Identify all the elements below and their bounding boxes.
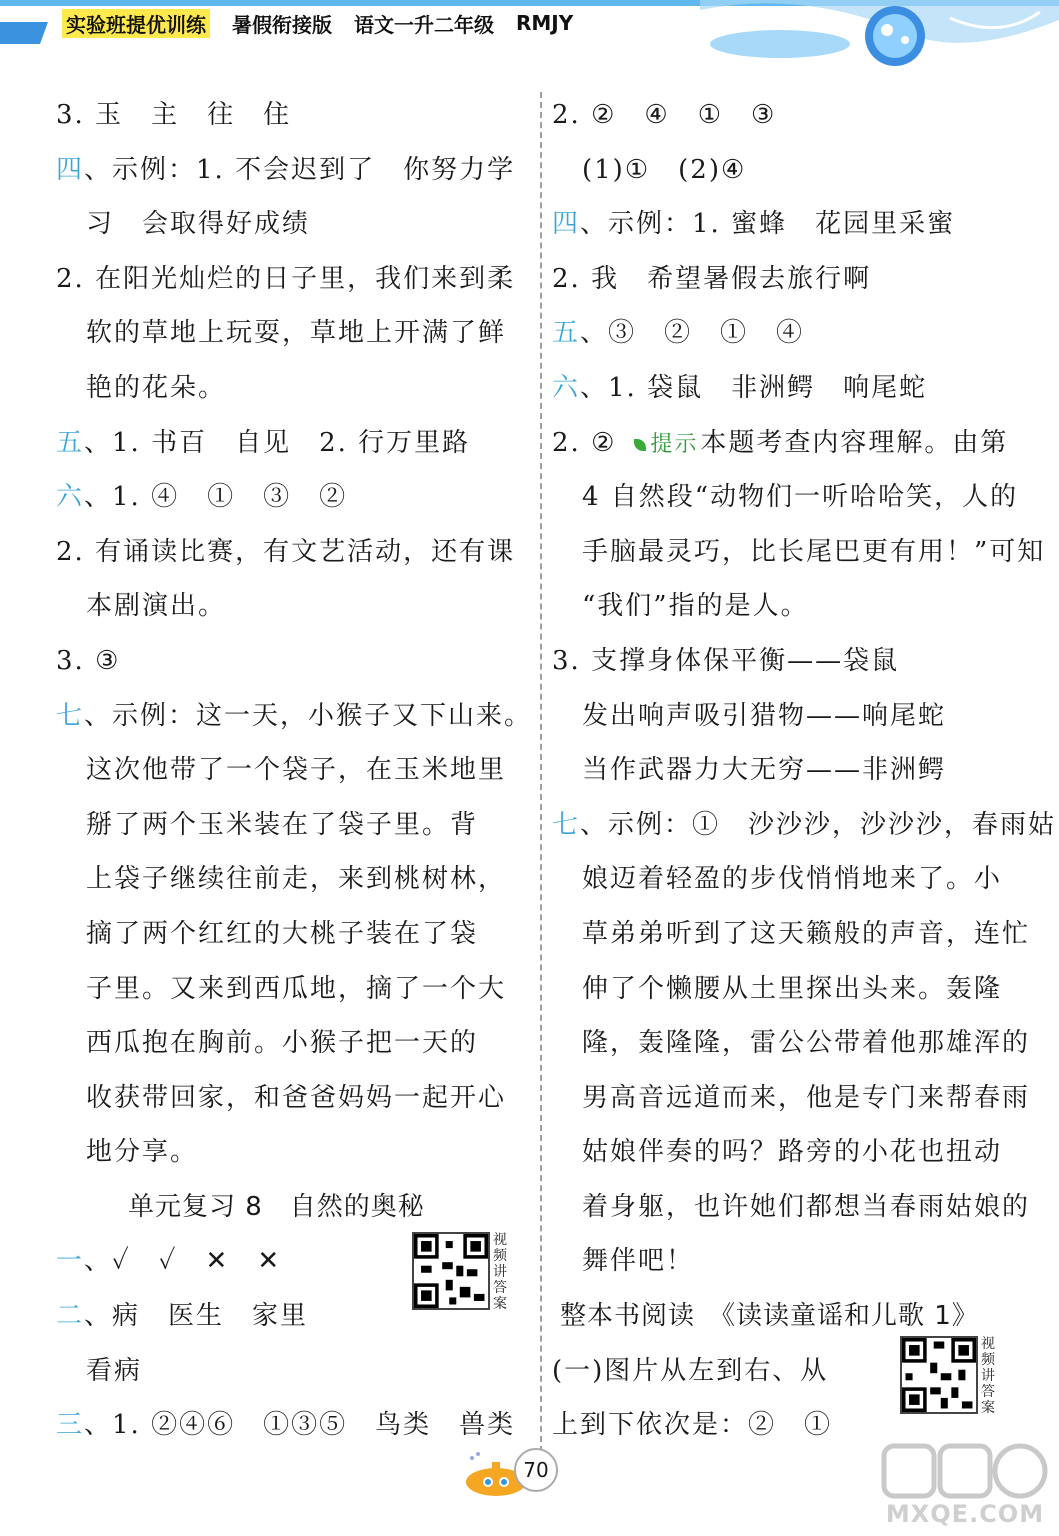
question-number: 六 — [56, 482, 85, 513]
answer-text: 3. 玉 主 往 住 — [56, 100, 292, 130]
video-answer-qr[interactable] — [412, 1232, 510, 1320]
answer-text: 舞伴吧！ — [582, 1246, 695, 1277]
answer-line — [56, 1125, 528, 1180]
answer-text: 这次他带了一个袋子，在玉米地里 — [86, 755, 507, 786]
question-number: 二 — [56, 1301, 85, 1332]
answer-text: 3. 支撑身体保平衡——袋鼠 — [552, 645, 900, 676]
column-divider — [540, 92, 542, 1462]
answer-line — [56, 689, 533, 744]
answer-text: 2. 在阳光灿烂的日子里，我们来到柔 — [56, 263, 516, 294]
answer-text: 2. 有诵读比赛，有文艺活动，还有课 — [56, 536, 516, 567]
answer-line — [552, 743, 1032, 798]
page-number-badge — [462, 1440, 572, 1500]
question-number: 五 — [56, 427, 85, 458]
answer-line — [552, 798, 1057, 853]
answer-text: 、示例：1. 蜜蜂 花园里采蜜 — [580, 209, 956, 240]
qr-label: 视频讲答案 — [981, 1336, 995, 1416]
answer-line — [56, 470, 528, 525]
hint-text: 本题考查内容理解。由第 — [700, 427, 1009, 458]
answer-text: “我们”指的是人。 — [582, 591, 809, 622]
answer-text: 、✓ ✓ ✕ ✕ — [84, 1246, 282, 1277]
answer-line — [56, 1071, 528, 1126]
answer-text: 2. ② — [552, 427, 617, 458]
answer-text: 习 会取得好成绩 — [86, 209, 311, 240]
question-number: 六 — [552, 372, 581, 403]
answer-line — [552, 852, 1032, 907]
answer-text: 、1. 书百 自见 2. 行万里路 — [84, 427, 471, 458]
answer-text: 草弟弟听到了这天籁般的声音，连忙 — [582, 918, 1031, 949]
answer-line — [552, 361, 1032, 416]
hint-badge — [634, 432, 698, 457]
question-number: 三 — [56, 1410, 85, 1441]
answer-line — [56, 143, 528, 198]
answer-text: 子里。又来到西瓜地，摘了一个大 — [86, 973, 507, 1004]
answer-line — [552, 252, 1032, 307]
question-number: 七 — [56, 700, 85, 731]
answer-line — [552, 1016, 1032, 1071]
answer-line — [552, 88, 1032, 143]
answer-text: 收获带回家，和爸爸妈妈一起开心 — [86, 1082, 507, 1113]
answer-text: 3. ③ — [56, 645, 121, 676]
hint-label: 提示 — [650, 431, 699, 457]
answer-line — [552, 907, 1032, 962]
answer-text: 4 自然段“动物们一听哈哈笑，人的 — [582, 482, 1019, 513]
answer-text: 、③ ② ① ④ — [580, 318, 805, 349]
answer-line — [56, 962, 528, 1017]
question-number: 一 — [56, 1246, 85, 1277]
question-number: 四 — [56, 154, 85, 185]
answer-text: 、示例：这一天，小猴子又下山来。 — [84, 700, 533, 731]
answer-text: 2. 我 希望暑假去旅行啊 — [552, 263, 872, 294]
answer-text: 男高音远道而来，他是专门来帮春雨 — [582, 1082, 1031, 1113]
question-number: 七 — [552, 809, 581, 840]
section-title: 单元复习 8 自然的奥秘 — [128, 1191, 425, 1222]
qr-code-icon — [412, 1232, 490, 1310]
question-number: 四 — [552, 209, 581, 240]
watermark — [880, 1440, 1050, 1530]
answer-text: 艳的花朵。 — [86, 372, 227, 403]
answer-line — [552, 1125, 1032, 1180]
answer-line — [56, 852, 528, 907]
answer-line — [56, 579, 528, 634]
answer-text: 、示例：1. 不会迟到了 你努力学 — [84, 154, 516, 185]
answer-text: 姑娘伴奏的吗？路旁的小花也扭动 — [582, 1137, 1003, 1168]
edition-code: RMJY — [516, 11, 574, 35]
answer-text: 看病 — [86, 1355, 143, 1386]
answer-text: 软的草地上玩耍，草地上开满了鲜 — [86, 318, 507, 349]
answer-text: 娘迈着轻盈的步伐悄悄地来了。小 — [582, 864, 1003, 895]
watermark-text: MXQE.COM — [885, 1500, 1045, 1528]
answer-line — [56, 798, 528, 853]
answer-text: 、1. ④ ① ③ ② — [84, 482, 348, 513]
leaf-icon — [634, 439, 646, 451]
answer-line — [56, 1398, 528, 1453]
question-number: 五 — [552, 318, 581, 349]
answer-line — [552, 470, 1032, 525]
answer-text: 、病 医生 家里 — [84, 1301, 309, 1332]
answer-line — [552, 689, 1032, 744]
section-title: 整本书阅读 《读读童谣和儿歌 1》 — [560, 1301, 979, 1332]
answer-line — [552, 962, 1032, 1017]
answer-line — [56, 252, 528, 307]
answer-line — [56, 306, 528, 361]
answer-line — [56, 525, 528, 580]
answer-text: 本剧演出。 — [86, 591, 227, 622]
answer-line — [56, 1344, 528, 1399]
answer-text: 当作武器力大无穷——非洲鳄 — [582, 755, 947, 786]
answer-text: 着身躯，也许她们都想当春雨姑娘的 — [582, 1191, 1031, 1222]
answer-line — [56, 634, 528, 689]
answer-text: 上到下依次是：② ① — [552, 1410, 833, 1441]
book-series-title: 实验班提优训练 — [62, 9, 210, 38]
answer-line — [56, 88, 528, 143]
answer-text: 地分享。 — [86, 1137, 199, 1168]
answer-text: 摘了两个红红的大桃子装在了袋 — [86, 918, 479, 949]
answer-line — [552, 1180, 1032, 1235]
answer-line — [552, 579, 1032, 634]
answer-text: 隆，轰隆隆，雷公公带着他那雄浑的 — [582, 1028, 1031, 1059]
answer-text: 西瓜抱在胸前。小猴子把一天的 — [86, 1028, 479, 1059]
answer-line — [56, 197, 528, 252]
answer-line — [56, 743, 528, 798]
subject-label: 语文一升二年级 — [354, 12, 494, 37]
right-column — [552, 88, 1057, 1453]
page-header — [0, 0, 1059, 80]
answer-text: 、1. ②④⑥ ①③⑤ 鸟类 兽类 — [84, 1410, 516, 1441]
qr-code-icon — [900, 1336, 978, 1414]
answer-line — [56, 361, 528, 416]
answer-text: 2. ② ④ ① ③ — [552, 100, 777, 130]
watermark-logo-icon — [880, 1440, 1050, 1500]
answer-text: 发出响声吸引猎物——响尾蛇 — [582, 700, 947, 731]
answer-line — [56, 416, 528, 471]
edition-label: 暑假衔接版 — [232, 12, 332, 37]
answer-line — [552, 416, 1032, 471]
answer-line — [56, 907, 528, 962]
answer-text: 手脑最灵巧，比长尾巴更有用！”可知 — [582, 536, 1046, 567]
qr-label: 视频讲答案 — [493, 1232, 507, 1312]
answer-text: (一)图片从左到右、从 — [552, 1355, 829, 1386]
answer-text: 上袋子继续往前走，来到桃树林， — [86, 864, 507, 895]
answer-line — [552, 525, 1046, 580]
answer-line — [552, 197, 1032, 252]
answer-line — [552, 306, 1032, 361]
answer-line — [56, 1016, 528, 1071]
video-answer-qr[interactable] — [900, 1336, 998, 1424]
answer-line — [552, 634, 1032, 689]
answer-text: (1)① (2)④ — [582, 154, 747, 185]
answer-text: 伸了个懒腰从土里探出头来。轰隆 — [582, 973, 1003, 1004]
answer-text: 、1. 袋鼠 非洲鳄 响尾蛇 — [580, 372, 928, 403]
answer-text: 掰了两个玉米装在了袋子里。背 — [86, 809, 479, 840]
answer-text: 、示例：① 沙沙沙，沙沙沙，春雨姑 — [580, 809, 1057, 840]
answer-line — [552, 1071, 1032, 1126]
answer-line — [552, 1234, 1032, 1289]
answer-line — [552, 143, 1032, 198]
page-number: 70 — [514, 1448, 558, 1492]
